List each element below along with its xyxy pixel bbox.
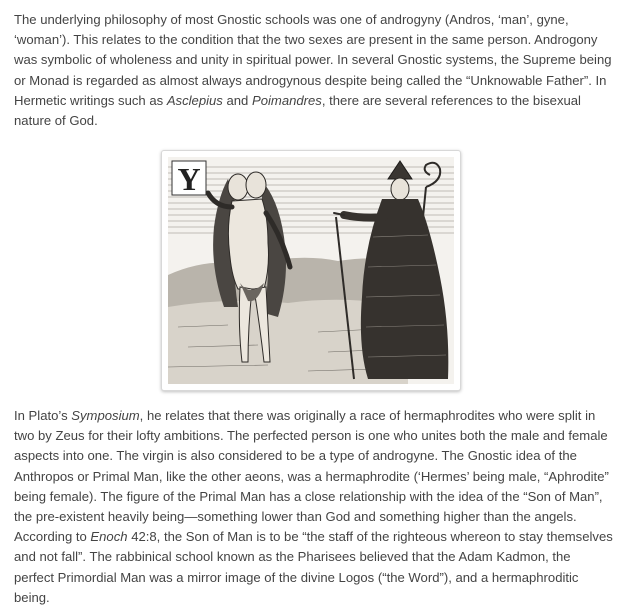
engraving-figure bbox=[161, 150, 461, 391]
paragraph-1-text-2: and bbox=[222, 92, 252, 108]
title-symposium: Symposium bbox=[71, 408, 140, 423]
title-asclepius: Asclepius bbox=[166, 92, 223, 108]
paragraph-2-text-2: , he relates that there was originally a race of hermaphrodites who were split in two by Zeus for their lofty ambitions. The perfected person is one who unites both the male and female aspects into one. The virgin is also considered to be a type of androgyne. The Gnostic idea of the Anthropos or Primal Man, like the other aeons, was a hermaphrodite (‘Hermes’ being male, “Aphrodite” being female). The figure of the Primal Man has a close relationship with the idea of the “Son of Man”, the pre-existent heavily being—something lower than God and something higher than the angels. According to bbox=[14, 408, 609, 545]
paragraph-2-text-3: 42:8, the Son of Man is to be “the staff of the righteous whereon to stay themselves and not fall”. The rabbinical school known as the Pharisees believed that the Adam Kadmon, the perfect Primordial Man was a mirror image of the divine Logos (“the Word”), and a hermaphroditic being. bbox=[14, 529, 613, 605]
paragraph-androgyny bbox=[14, 10, 614, 131]
paragraph-1-text-3: , there are several references to the bisexual nature of God. bbox=[14, 92, 581, 129]
engraving-hermaphrodite-and-bishop bbox=[168, 157, 454, 384]
paragraph-1-text-1: The underlying philosophy of most Gnostic schools was one of androgyny (Andros, ‘man’, gyne, ‘woman’). This relates to the condition that the two sexes are present in the same person. Androgony was symbolic of wholeness and unity in spiritual power. In several Gnostic systems, the Supreme being or Monad is regarded as almost always androgynous despite being called the “Unknowable Father”. In Hermetic writings such as bbox=[14, 12, 612, 108]
title-enoch: Enoch bbox=[90, 529, 128, 545]
paragraph-2-text-1: In Plato’s bbox=[14, 408, 72, 423]
paragraph-symposium bbox=[14, 406, 614, 608]
initial-letter: Y bbox=[177, 161, 201, 197]
title-poimandres: Poimandres bbox=[251, 92, 322, 108]
